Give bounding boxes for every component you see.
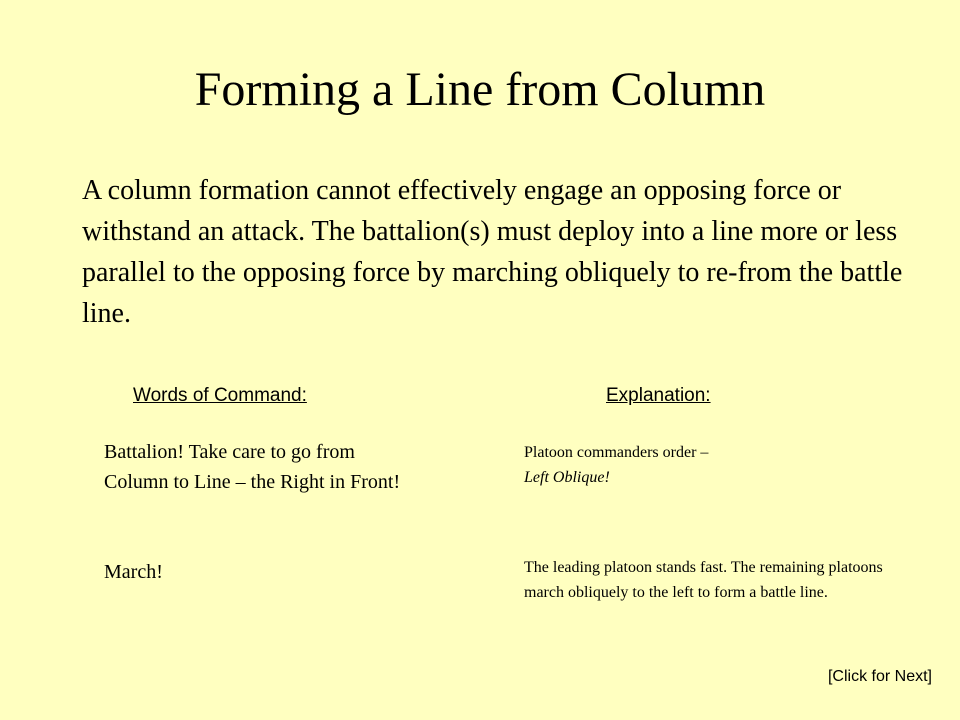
explanation-item-1-emphasis: Left Oblique!: [524, 469, 610, 486]
command-item-1: Battalion! Take care to go from Column to Line – the Right in Front!: [104, 441, 401, 493]
slide-title: Forming a Line from Column: [194, 63, 766, 116]
explanation-item-2-text: The leading platoon stands fast. The remaining platoons march obliquely to the left to form a battle line.: [524, 559, 883, 601]
explanation-item-1: [524, 440, 894, 490]
command-item-2: March!: [104, 561, 163, 583]
click-for-next-link[interactable]: [Click for Next]: [827, 668, 932, 685]
explanation-header: Explanation:: [606, 385, 711, 406]
explanation-item-1-text: Platoon commanders order –: [524, 444, 709, 461]
explanation-item-2: [524, 555, 894, 605]
intro-paragraph: A column formation cannot effectively engage an opposing force or withstand an attack. The battalion(s) must deploy into a line more or less parallel to the opposing force by marching obliquely to re-from the battle line.: [82, 175, 903, 329]
words-of-command-header: Words of Command:: [133, 385, 307, 406]
